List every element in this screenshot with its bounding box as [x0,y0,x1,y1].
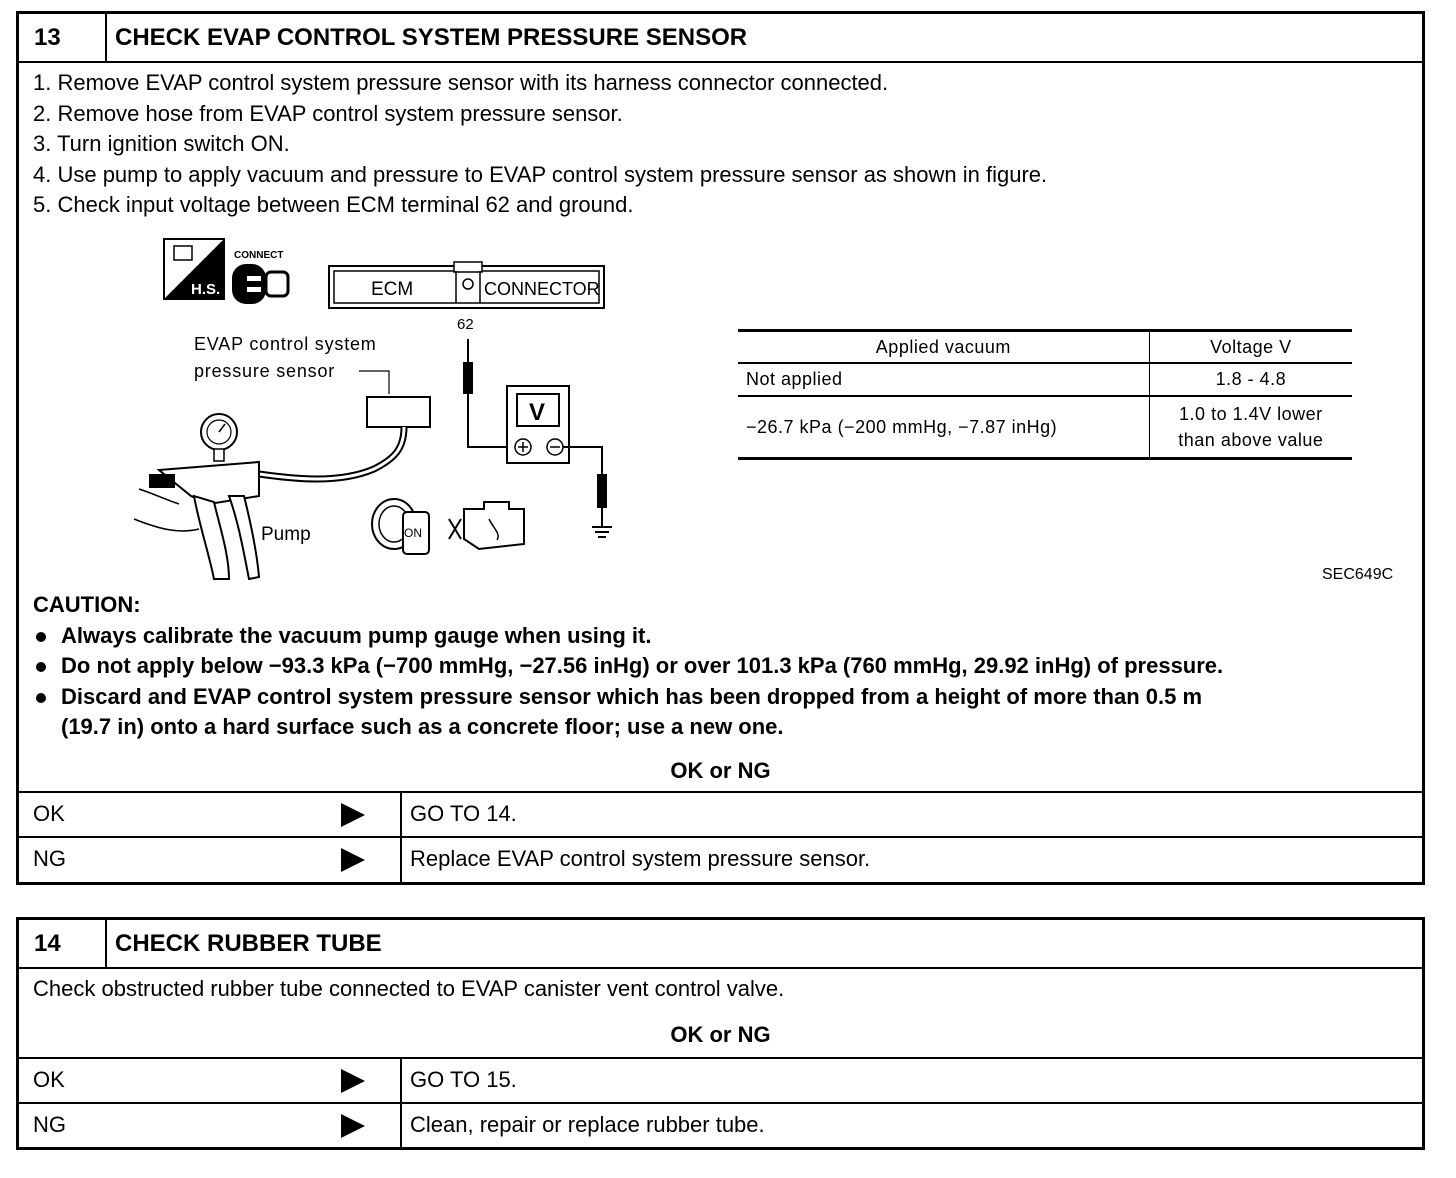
result-key: OK [33,801,65,826]
procedure-step: 2. Remove hose from EVAP control system pressure sensor. [33,100,623,126]
column-header: Applied vacuum [738,331,1149,364]
result-action: Replace EVAP control system pressure sensor. [400,838,870,882]
result-key: OK [33,1067,65,1092]
step-description: Check obstructed rubber tube connected to EVAP canister vent control valve. [33,976,785,1001]
step-title: CHECK EVAP CONTROL SYSTEM PRESSURE SENSOR [115,24,748,51]
column-header: Voltage V [1149,331,1352,364]
harness-side-icon [164,239,224,299]
step-header [19,920,1422,969]
connect-icon [232,250,288,304]
step-title: CHECK RUBBER TUBE [115,930,382,957]
result-action: GO TO 14. [400,793,517,837]
pump-label: Pump [261,524,311,545]
procedure-step: 3. Turn ignition switch ON. [33,131,290,157]
procedure-step: 5. Check input voltage between ECM terminal 62 and ground. [33,192,634,218]
step-header [19,14,1422,63]
step-number: 14 [19,920,107,967]
table-cell: Not applied [738,363,1149,396]
procedure-step: 1. Remove EVAP control system pressure sensor with its harness connector connected. [33,70,889,95]
table-cell: 1.8 - 4.8 [1149,363,1352,396]
voltage-table [738,329,1352,460]
result-action: Clean, repair or replace rubber tube. [400,1104,765,1148]
step-13-panel [16,11,1425,885]
wiring-diagram-figure [119,234,639,594]
table-cell: −26.7 kPa (−200 mmHg, −7.87 inHg) [738,396,1149,459]
figure-code: SEC649C [1322,566,1394,583]
ignition-key-icon [372,499,429,554]
connect-label: CONNECT [234,250,284,261]
ecm-connector [329,262,604,333]
sensor-label: EVAP control system [194,334,377,354]
caution-item: Always calibrate the vacuum pump gauge when using it. [33,621,1223,652]
result-row-ng [19,836,1422,882]
connector-label: CONNECTOR [484,279,600,299]
voltage-line: than above value [1178,430,1324,450]
result-row-ng [19,1102,1422,1148]
arrow-right-icon [341,848,365,872]
step-14-panel [16,917,1425,1150]
procedure-list [33,68,1047,221]
meter-label: V [529,399,546,426]
step-number: 13 [19,14,107,61]
result-row-ok [19,791,1422,837]
ok-or-ng-label: OK or NG [670,758,771,783]
caution-block [33,590,1223,743]
ok-or-ng-label: OK or NG [670,1022,771,1047]
arrow-right-icon [341,1069,365,1093]
vacuum-pump-drawing [134,414,311,579]
table-row [738,363,1352,396]
result-row-ok [19,1057,1422,1103]
table-row [738,396,1352,459]
arrow-right-icon [341,1114,365,1138]
result-key: NG [33,846,66,871]
arrow-right-icon [341,803,365,827]
sensor-label: pressure sensor [194,361,336,381]
voltage-line: 1.0 to 1.4V lower [1179,404,1323,424]
key-on-label: ON [404,526,422,540]
pressure-sensor-shape [367,397,430,427]
caution-title: CAUTION: [33,592,141,617]
ground-symbol [592,527,612,537]
terminal-label: 62 [457,316,474,333]
result-action: GO TO 15. [400,1059,517,1103]
caution-item-continuation: (19.7 in) onto a hard surface such as a concrete floor; use a new one. [61,714,784,740]
engine-icon [449,502,524,549]
procedure-step: 4. Use pump to apply vacuum and pressure to EVAP control system pressure sensor as shown in figure. [33,161,1048,187]
ecm-label: ECM [371,279,414,300]
voltmeter [507,386,569,463]
table-cell [1149,396,1352,459]
hs-label: H.S. [191,281,221,298]
result-key: NG [33,1112,66,1137]
caution-item: Discard and EVAP control system pressure sensor which has been dropped from a height of more than 0.5 m [33,682,1223,713]
caution-item: Do not apply below −93.3 kPa (−700 mmHg, −27.56 inHg) or over 101.3 kPa (760 mmHg, 29.92 inHg) of pressure. [33,651,1223,682]
